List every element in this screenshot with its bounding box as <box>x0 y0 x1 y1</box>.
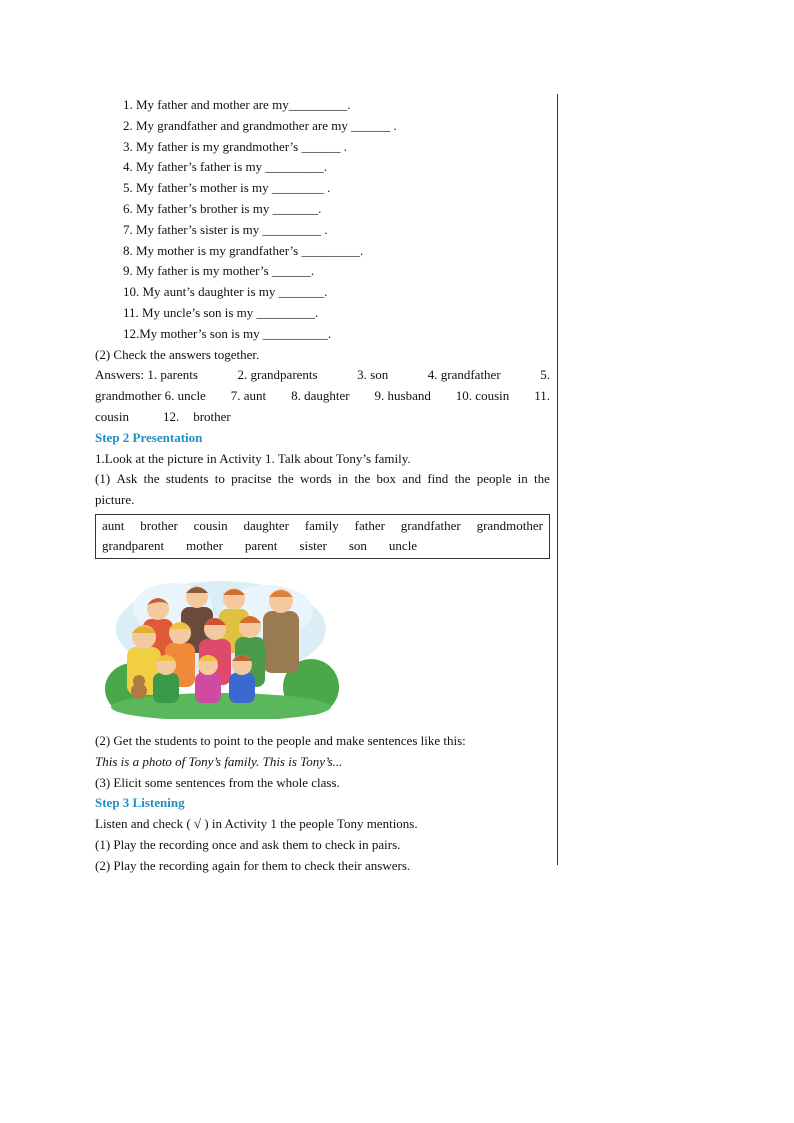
document-body <box>95 95 550 877</box>
step3-sub2: (2) Play the recording again for them to check their answers. <box>95 857 411 873</box>
check-answers-text: (2) Check the answers together. <box>95 346 260 362</box>
word: students <box>165 471 209 487</box>
word: the <box>454 471 471 487</box>
word-box-item: daughter <box>243 517 289 533</box>
word: the <box>534 471 550 487</box>
answer-item: brother <box>193 408 231 424</box>
question-item: 1. My father and mother are my_________. <box>123 97 351 112</box>
word: the <box>143 471 160 487</box>
answers-line-2 <box>95 386 550 407</box>
column-divider <box>557 94 558 865</box>
person-figure <box>229 655 255 703</box>
answer-item: Answers: 1. parents <box>95 367 198 383</box>
word: to <box>214 471 225 487</box>
word-box-item: sister <box>299 537 327 553</box>
person-figure <box>195 655 221 703</box>
step2-sub2: (2) Get the students to point to the people and make sentences like this: <box>95 732 466 748</box>
word-box-item: uncle <box>388 537 418 553</box>
step2-heading: Step 2 Presentation <box>95 429 203 445</box>
word-box-item: son <box>348 537 367 553</box>
word-box-item: grandparent <box>102 537 165 553</box>
step2-instruction: 1.Look at the picture in Activity 1. Talk about Tony’s family. <box>95 450 411 466</box>
step2-sub3: (3) Elicit some sentences from the whole class. <box>95 774 340 790</box>
word: in <box>517 471 528 487</box>
answer-item: 10. cousin <box>455 388 510 404</box>
question-list <box>95 95 550 345</box>
question-item: 12.My mother’s son is my __________. <box>123 325 332 341</box>
step2-sub1-line2: picture. <box>95 492 135 508</box>
word: in <box>337 471 349 487</box>
question-item: 4. My father’s father is my _________. <box>123 159 328 175</box>
word-box-item: father <box>354 517 385 533</box>
step3-instruction: Listen and check ( √ ) in Activity 1 the people Tony mentions. <box>95 816 418 832</box>
word: people <box>476 471 512 487</box>
question-item: 6. My father’s brother is my _______. <box>123 200 322 216</box>
answer-item: 4. grandfather <box>427 367 501 383</box>
word-box-row-1 <box>102 516 543 536</box>
answer-item: cousin <box>95 408 129 424</box>
person-figure <box>153 655 179 703</box>
family-illustration <box>103 569 339 719</box>
word: Ask <box>116 471 138 487</box>
step3-heading: Step 3 Listening <box>95 795 185 811</box>
question-item: 3. My father is my grandmother’s ______ . <box>123 138 347 154</box>
answer-item: 12. <box>162 408 180 424</box>
step2-sub1-line1 <box>95 469 550 490</box>
step3-sub1: (1) Play the recording once and ask them to check in pairs. <box>95 836 401 852</box>
word: find <box>427 471 449 487</box>
word-box-item: grandmother <box>476 517 543 533</box>
word-box-item: mother <box>186 537 223 553</box>
word: (1) <box>95 471 111 487</box>
word-box-item: aunt <box>102 517 125 533</box>
word: box <box>376 471 397 487</box>
answer-item: 8. daughter <box>291 388 350 404</box>
answer-item: 5. <box>540 367 550 383</box>
step2-example: This is a photo of Tony’s family. This is Tony’s... <box>95 753 343 769</box>
answer-item: 11. <box>534 388 550 404</box>
answer-item: 3. son <box>357 367 389 383</box>
answer-item: grandmother 6. uncle <box>95 388 206 404</box>
question-item: 11. My uncle’s son is my _________. <box>123 304 319 320</box>
word-box-item: family <box>304 517 339 533</box>
word: the <box>354 471 371 487</box>
word: words <box>299 471 332 487</box>
word: pracitse <box>231 471 272 487</box>
word-box-row-2 <box>102 536 543 556</box>
answer-item: 2. grandparents <box>237 367 318 383</box>
word-box-item: grandfather <box>400 517 461 533</box>
word-box-item: cousin <box>193 517 228 533</box>
answers-line-1 <box>95 365 550 386</box>
question-item: 5. My father’s mother is my ________ . <box>123 180 331 196</box>
question-item: 7. My father’s sister is my _________ . <box>123 221 328 237</box>
word: the <box>277 471 294 487</box>
answer-item: 9. husband <box>374 388 431 404</box>
word-box <box>95 514 550 559</box>
answers-line-3 <box>95 407 550 428</box>
word-box-item: parent <box>244 537 278 553</box>
word: and <box>402 471 422 487</box>
question-item: 8. My mother is my grandfather’s _________. <box>123 242 364 258</box>
answer-item: 7. aunt <box>230 388 267 404</box>
word-box-item: brother <box>140 517 178 533</box>
question-item: 10. My aunt’s daughter is my _______. <box>123 284 328 300</box>
question-item: 9. My father is my mother’s ______. <box>123 263 315 279</box>
question-item: 2. My grandfather and grandmother are my ______ . <box>123 117 397 133</box>
